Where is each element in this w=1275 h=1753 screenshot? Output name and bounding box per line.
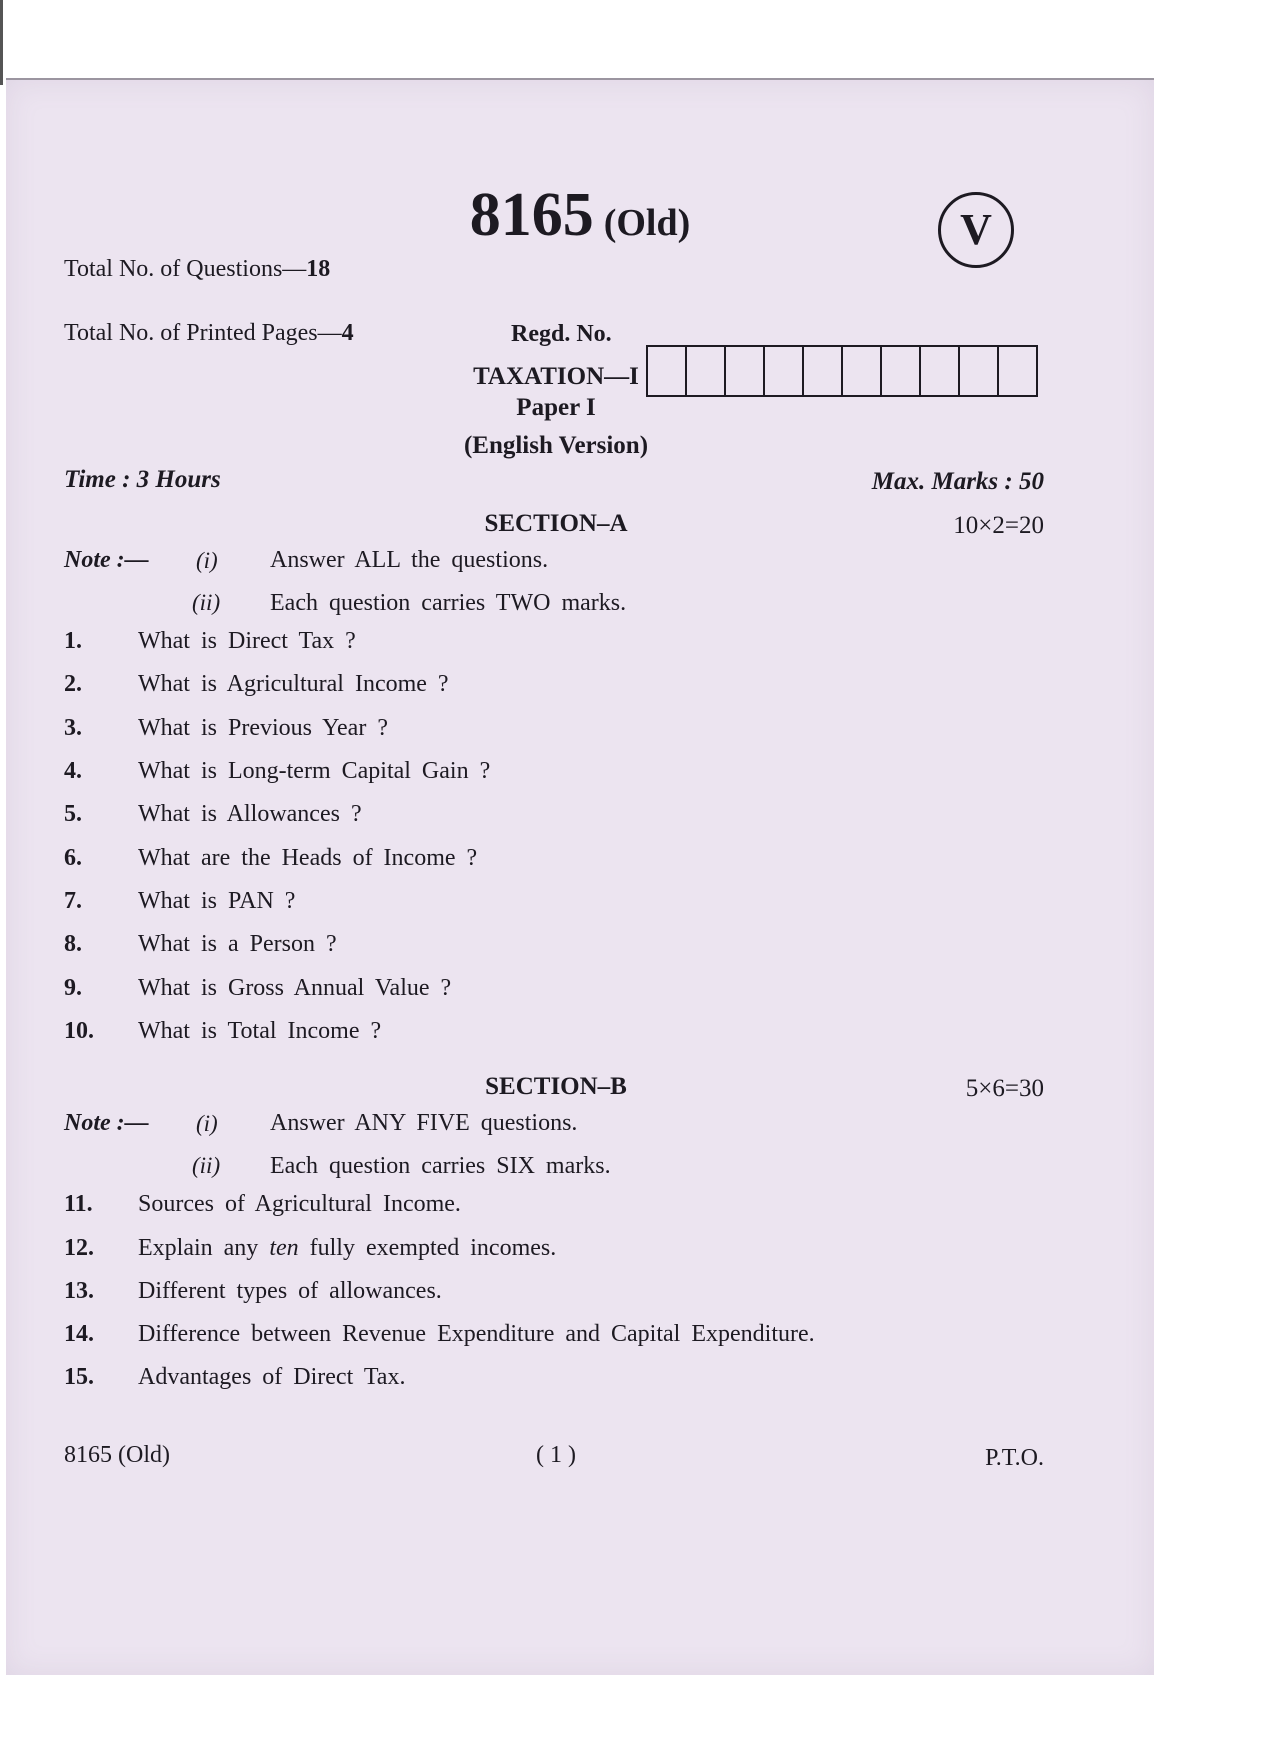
question-number: 1. — [64, 628, 82, 654]
question-number: 5. — [64, 801, 82, 827]
version-label: (English Version) — [463, 432, 649, 459]
question-text: What is Agricultural Income ? — [138, 671, 449, 697]
question-number: 14. — [64, 1321, 94, 1347]
question-number: 6. — [64, 845, 82, 871]
question-number: 4. — [64, 758, 82, 784]
section-a-note-label: Note :— — [64, 547, 149, 573]
question-text-part: Explain any — [138, 1235, 259, 1261]
scan-edge-line — [0, 0, 3, 85]
footer-code: 8165 (Old) — [64, 1442, 170, 1468]
version-mark-circle — [938, 192, 1014, 268]
section-b-marks: 5×6=30 — [965, 1075, 1044, 1102]
question-number: 10. — [64, 1018, 94, 1044]
total-questions — [64, 256, 330, 283]
section-b-title: SECTION–B — [485, 1073, 627, 1100]
question-text: What is Allowances ? — [138, 801, 362, 827]
question-text: What is Total Income ? — [138, 1018, 382, 1044]
footer-page-number: ( 1 ) — [536, 1442, 576, 1468]
section-a-marks: 10×2=20 — [953, 512, 1044, 539]
question-text: What is Previous Year ? — [138, 715, 388, 741]
note-text: Each question carries TWO marks. — [270, 590, 627, 616]
note-number: (i) — [196, 1111, 218, 1136]
question-number: 9. — [64, 975, 82, 1001]
note-text: Each question carries SIX marks. — [270, 1153, 611, 1179]
question-number: 7. — [64, 888, 82, 914]
question-number: 15. — [64, 1364, 94, 1390]
total-pages-label: Total No. of Printed Pages— — [64, 320, 342, 346]
paper-code: 8165 — [469, 181, 594, 249]
question-text: Different types of allowances. — [138, 1278, 442, 1304]
note-number: (i) — [196, 548, 218, 573]
total-pages-value: 4 — [341, 320, 354, 346]
version-mark: V — [960, 205, 992, 254]
question-text-emphasis: ten — [269, 1235, 299, 1261]
question-text: What is a Person ? — [138, 931, 337, 957]
question-text — [138, 1235, 556, 1262]
question-text: Advantages of Direct Tax. — [138, 1364, 406, 1390]
question-text: What is Long-term Capital Gain ? — [138, 758, 491, 784]
question-text: Difference between Revenue Expenditure and Capital Expenditure. — [138, 1321, 815, 1347]
question-number: 13. — [64, 1278, 94, 1304]
paper-number: Paper I — [516, 394, 596, 421]
regd-no-label: Regd. No. — [511, 321, 612, 347]
time-allowed: Time : 3 Hours — [64, 466, 221, 493]
note-number: (ii) — [192, 1153, 221, 1178]
max-marks: Max. Marks : 50 — [871, 468, 1044, 495]
exam-paper-page — [6, 78, 1154, 1675]
question-text: What is PAN ? — [138, 888, 296, 914]
question-number: 2. — [64, 671, 82, 697]
question-text: What is Direct Tax ? — [138, 628, 356, 654]
footer-pto: P.T.O. — [985, 1445, 1044, 1471]
question-number: 12. — [64, 1235, 94, 1261]
note-text: Answer ANY FIVE questions. — [270, 1110, 578, 1136]
section-a-title: SECTION–A — [484, 510, 628, 537]
total-questions-label: Total No. of Questions— — [64, 256, 307, 282]
total-pages — [64, 320, 354, 347]
subject-title: TAXATION—I — [473, 363, 639, 390]
paper-code-suffix: (Old) — [603, 202, 691, 244]
question-number: 11. — [64, 1191, 93, 1217]
note-text: Answer ALL the questions. — [270, 547, 549, 573]
question-text: Sources of Agricultural Income. — [138, 1191, 461, 1217]
total-questions-value: 18 — [306, 256, 331, 282]
question-number: 3. — [64, 715, 82, 741]
question-text: What are the Heads of Income ? — [138, 845, 478, 871]
question-number: 8. — [64, 931, 82, 957]
section-b-note-label: Note :— — [64, 1110, 149, 1136]
question-text: What is Gross Annual Value ? — [138, 975, 452, 1001]
question-text-part: fully exempted incomes. — [309, 1235, 557, 1261]
note-number: (ii) — [192, 590, 221, 615]
